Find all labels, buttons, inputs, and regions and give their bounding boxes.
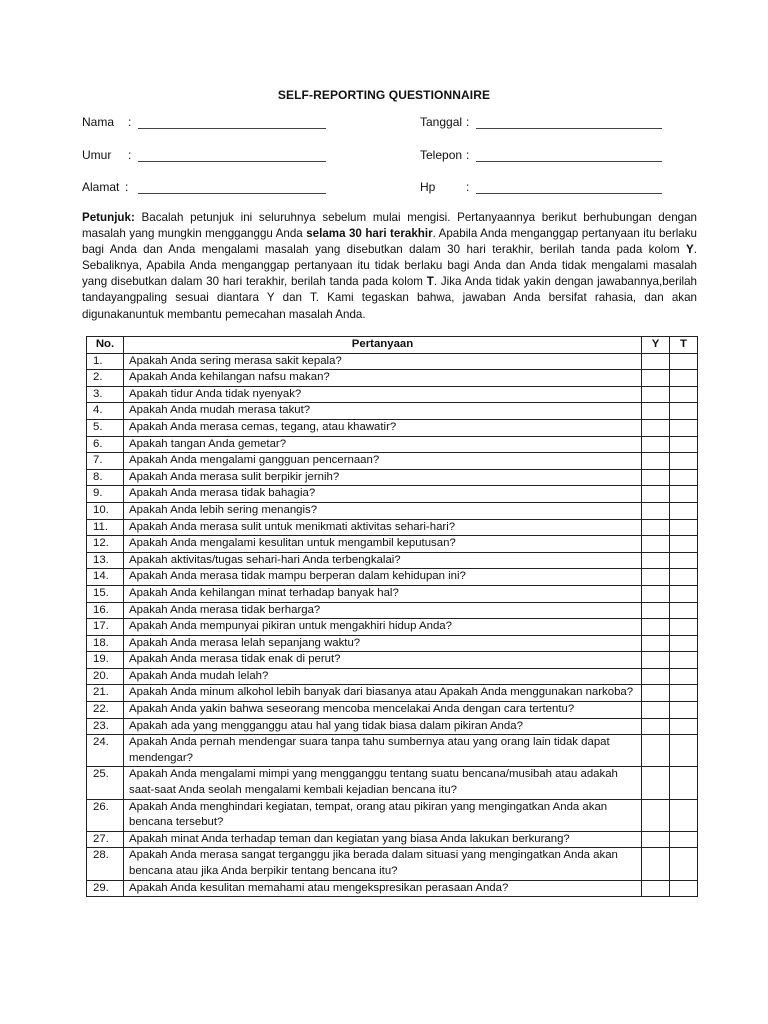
question-number: 29. [87,880,124,897]
answer-t-cell[interactable] [670,652,698,669]
question-number: 26. [87,799,124,831]
answer-y-cell[interactable] [642,685,670,702]
header-question: Pertanyaan [124,337,642,354]
question-number: 17. [87,619,124,636]
nama-label: Nama [82,115,115,129]
answer-y-cell[interactable] [642,702,670,719]
answer-y-cell[interactable] [642,486,670,503]
question-number: 15. [87,585,124,602]
question-text: Apakah Anda lebih sering menangis? [124,502,642,519]
answer-y-cell[interactable] [642,668,670,685]
answer-y-cell[interactable] [642,419,670,436]
answer-t-cell[interactable] [670,831,698,848]
table-row [87,536,698,553]
answer-t-cell[interactable] [670,353,698,370]
question-text: Apakah Anda yakin bahwa seseorang mencoba mencelakai Anda dengan cara tertentu? [124,702,642,719]
instructions-text-1: Bacalah petunjuk ini seluruhnya sebelum mulai mengisi. Pertanyaannya berikut berhubungan dengan masalah yang mungkin mengganggu Anda [82,211,697,241]
answer-t-cell[interactable] [670,502,698,519]
question-number: 13. [87,552,124,569]
question-text: Apakah Anda kehilangan minat terhadap banyak hal? [124,585,642,602]
answer-y-cell[interactable] [642,502,670,519]
answer-t-cell[interactable] [670,486,698,503]
table-row [87,602,698,619]
table-row [87,735,698,767]
answer-t-cell[interactable] [670,519,698,536]
answer-y-cell[interactable] [642,585,670,602]
table-header-row [87,337,698,354]
answer-t-cell[interactable] [670,536,698,553]
umur-input-line[interactable] [138,161,326,162]
table-row [87,353,698,370]
answer-t-cell[interactable] [670,685,698,702]
answer-y-cell[interactable] [642,799,670,831]
answer-y-cell[interactable] [642,848,670,880]
question-number: 14. [87,569,124,586]
answer-t-cell[interactable] [670,419,698,436]
header-y: Y [642,337,670,354]
question-text: Apakah Anda mempunyai pikiran untuk mengakhiri hidup Anda? [124,619,642,636]
question-number: 4. [87,403,124,420]
table-row [87,386,698,403]
question-text: Apakah Anda minum alkohol lebih banyak dari biasanya atau Apakah Anda menggunakan narkoba? [124,685,642,702]
answer-y-cell[interactable] [642,469,670,486]
hp-colon: : [466,180,470,194]
question-text: Apakah Anda mudah merasa takut? [124,403,642,420]
tanggal-colon: : [466,115,470,129]
question-text: Apakah tangan Anda gemetar? [124,436,642,453]
umur-label: Umur [82,148,112,162]
answer-y-cell[interactable] [642,536,670,553]
telepon-label: Telepon [420,148,463,162]
question-number: 20. [87,668,124,685]
table-row [87,486,698,503]
instructions-emphasis-period: selama 30 hari terakhir [306,227,433,241]
answer-y-cell[interactable] [642,831,670,848]
table-row [87,569,698,586]
table-row [87,619,698,636]
answer-t-cell[interactable] [670,552,698,569]
answer-t-cell[interactable] [670,436,698,453]
instructions-text-3: . Sebaliknya, Apabila Anda menganggap pertanyaan itu tidak berlaku bagi Anda dan Anda tidak mengalami masalah yang disebutkan dalam 30 hari terakhir, berilah tanda pada kolom [82,243,697,289]
table-row [87,453,698,470]
question-text: Apakah Anda merasa cemas, tegang, atau khawatir? [124,419,642,436]
table-row [87,419,698,436]
table-row [87,469,698,486]
instructions-label: Petunjuk: [82,211,135,224]
answer-t-cell[interactable] [670,702,698,719]
table-row [87,652,698,669]
question-number: 11. [87,519,124,536]
question-text: Apakah Anda merasa sangat terganggu jika berada dalam situasi yang mengingatkan Anda akan bencana atau jika Anda berpikir tentang bencana itu? [124,848,642,880]
question-number: 27. [87,831,124,848]
answer-y-cell[interactable] [642,652,670,669]
answer-y-cell[interactable] [642,735,670,767]
table-row [87,436,698,453]
answer-t-cell[interactable] [670,370,698,387]
question-number: 12. [87,536,124,553]
answer-t-cell[interactable] [670,602,698,619]
question-text: Apakah Anda merasa sulit berpikir jernih? [124,469,642,486]
answer-t-cell[interactable] [670,718,698,735]
question-text: Apakah Anda kehilangan nafsu makan? [124,370,642,387]
answer-y-cell[interactable] [642,635,670,652]
instructions-emphasis-t: T [426,275,434,289]
question-number: 22. [87,702,124,719]
hp-input-line[interactable] [476,193,662,194]
question-text: Apakah Anda mengalami gangguan pencernaan? [124,453,642,470]
table-row [87,767,698,799]
question-text: Apakah minat Anda terhadap teman dan kegiatan yang biasa Anda lakukan berkurang? [124,831,642,848]
nama-input-line[interactable] [138,128,326,129]
header-t: T [670,337,698,354]
instructions-text-2: . Apabila Anda menganggap pertanyaan itu berlaku bagi Anda dan Anda mengalami masalah yang disebutkan dalam 30 hari terakhir, berilah tanda pada kolom [82,227,697,257]
table-row [87,685,698,702]
answer-y-cell[interactable] [642,386,670,403]
answer-t-cell[interactable] [670,799,698,831]
table-row [87,585,698,602]
table-row [87,880,698,897]
answer-t-cell[interactable] [670,880,698,897]
answer-t-cell[interactable] [670,386,698,403]
instructions-text-4: . Jika Anda tidak yakin dengan jawabannya,berilah tandayangpaling sesuai diantara Y dan T. Kami tegaskan bahwa, jawaban Anda bersifat rahasia, dan akan digunakanuntuk membantu pemecahan masalah Anda. [82,275,698,321]
alamat-input-line[interactable] [138,193,326,194]
umur-colon: : [128,148,132,162]
question-number: 6. [87,436,124,453]
table-row [87,403,698,420]
question-text: Apakah Anda menghindari kegiatan, tempat, orang atau pikiran yang mengingatkan Anda akan bencana tersebut? [124,799,642,831]
answer-y-cell[interactable] [642,370,670,387]
table-row [87,799,698,831]
question-text: Apakah Anda merasa lelah sepanjang waktu? [124,635,642,652]
tanggal-label: Tanggal [420,115,463,129]
answer-y-cell[interactable] [642,353,670,370]
question-text: Apakah tidur Anda tidak nyenyak? [124,386,642,403]
question-text: Apakah Anda merasa tidak enak di perut? [124,652,642,669]
answer-y-cell[interactable] [642,453,670,470]
answer-t-cell[interactable] [670,403,698,420]
answer-y-cell[interactable] [642,436,670,453]
questions-table [86,336,698,897]
question-number: 24. [87,735,124,767]
question-text: Apakah aktivitas/tugas sehari-hari Anda terbengkalai? [124,552,642,569]
question-number: 2. [87,370,124,387]
answer-t-cell[interactable] [670,619,698,636]
answer-t-cell[interactable] [670,569,698,586]
question-number: 3. [87,386,124,403]
document-title: SELF-REPORTING QUESTIONNAIRE [277,88,491,102]
answer-t-cell[interactable] [670,469,698,486]
umur-field [82,148,332,164]
telepon-input-line[interactable] [476,161,662,162]
question-number: 23. [87,718,124,735]
hp-field [420,180,670,196]
table-row [87,848,698,880]
table-row [87,502,698,519]
question-text: Apakah Anda merasa tidak berharga? [124,602,642,619]
answer-t-cell[interactable] [670,767,698,799]
question-text: Apakah ada yang mengganggu atau hal yang tidak biasa dalam pikiran Anda? [124,718,642,735]
question-text: Apakah Anda merasa tidak bahagia? [124,486,642,503]
question-number: 9. [87,486,124,503]
question-number: 18. [87,635,124,652]
table-row [87,635,698,652]
answer-t-cell[interactable] [670,453,698,470]
question-number: 28. [87,848,124,880]
answer-t-cell[interactable] [670,668,698,685]
question-text: Apakah Anda pernah mendengar suara tanpa tahu sumbernya atau yang orang lain tidak dapat mendengar? [124,735,642,767]
question-number: 25. [87,767,124,799]
answer-t-cell[interactable] [670,635,698,652]
nama-colon: : [128,115,132,129]
table-row [87,718,698,735]
question-text: Apakah Anda mengalami kesulitan untuk mengambil keputusan? [124,536,642,553]
table-row [87,370,698,387]
table-row [87,552,698,569]
tanggal-input-line[interactable] [476,128,662,129]
telepon-colon: : [466,148,470,162]
question-number: 16. [87,602,124,619]
answer-y-cell[interactable] [642,619,670,636]
question-text: Apakah Anda merasa sulit untuk menikmati aktivitas sehari-hari? [124,519,642,536]
table-row [87,831,698,848]
header-no: No. [87,337,124,354]
table-row [87,519,698,536]
question-number: 7. [87,453,124,470]
answer-y-cell[interactable] [642,569,670,586]
table-row [87,668,698,685]
telepon-field [420,148,670,164]
question-number: 21. [87,685,124,702]
hp-label: Hp [420,180,436,194]
question-number: 19. [87,652,124,669]
answer-y-cell[interactable] [642,718,670,735]
question-number: 10. [87,502,124,519]
question-text: Apakah Anda sering merasa sakit kepala? [124,353,642,370]
instructions-emphasis-y: Y [686,243,694,257]
answer-t-cell[interactable] [670,585,698,602]
answer-t-cell[interactable] [670,848,698,880]
answer-y-cell[interactable] [642,552,670,569]
nama-field [82,115,332,131]
question-number: 1. [87,353,124,370]
table-row [87,702,698,719]
question-text: Apakah Anda mengalami mimpi yang mengganggu tentang suatu bencana/musibah atau adakah saat-saat Anda seolah mengalami kembali kejadian bencana itu? [124,767,642,799]
answer-y-cell[interactable] [642,519,670,536]
alamat-field [82,180,332,196]
instructions-paragraph [82,210,697,323]
question-text: Apakah Anda kesulitan memahami atau mengekspresikan perasaan Anda? [124,880,642,897]
answer-y-cell[interactable] [642,767,670,799]
alamat-label: Alamat [82,180,120,194]
answer-y-cell[interactable] [642,403,670,420]
answer-y-cell[interactable] [642,602,670,619]
question-number: 8. [87,469,124,486]
question-text: Apakah Anda mudah lelah? [124,668,642,685]
answer-y-cell[interactable] [642,880,670,897]
answer-t-cell[interactable] [670,735,698,767]
question-number: 5. [87,419,124,436]
alamat-colon: : [125,180,129,194]
tanggal-field [420,115,670,131]
questions-table-body [87,353,698,897]
question-text: Apakah Anda merasa tidak mampu berperan dalam kehidupan ini? [124,569,642,586]
